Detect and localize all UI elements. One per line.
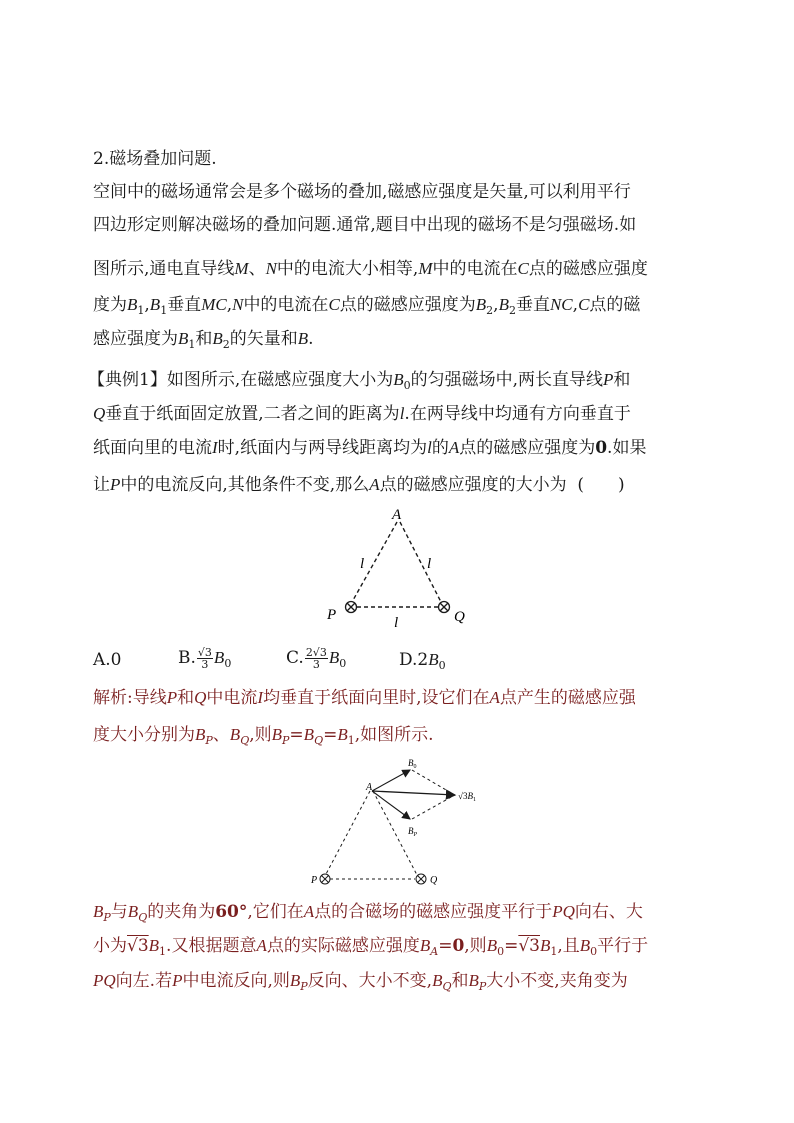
subscript: 1 bbox=[137, 304, 145, 317]
var-b: B bbox=[328, 648, 340, 667]
var-c: C bbox=[328, 295, 340, 314]
dashed-line-ap bbox=[325, 791, 370, 876]
text: 中电流 bbox=[206, 688, 258, 708]
text: 点的磁感应强度的大小为 bbox=[379, 475, 567, 495]
var-i: I bbox=[212, 438, 218, 457]
var-b: B bbox=[289, 971, 301, 990]
text: 图所示,通电直导线 bbox=[93, 259, 235, 279]
text: = bbox=[504, 936, 519, 956]
label-p: P bbox=[327, 607, 337, 623]
var-pq: PQ bbox=[552, 902, 575, 921]
text: 平行于 bbox=[597, 936, 649, 956]
var-b: B bbox=[213, 648, 225, 667]
paragraph-line-3 bbox=[93, 258, 648, 280]
var-b: B bbox=[432, 971, 443, 990]
label-a: A bbox=[392, 507, 402, 523]
var-l: l bbox=[399, 404, 405, 423]
var-b: B bbox=[337, 725, 348, 744]
label-a: A bbox=[366, 782, 373, 793]
var-b: B bbox=[475, 295, 487, 314]
text: 点的磁 bbox=[589, 295, 641, 315]
text: 向左.若 bbox=[115, 971, 173, 991]
wire-q-icon bbox=[416, 874, 426, 884]
text: 和 bbox=[195, 329, 213, 349]
var-b: B bbox=[127, 295, 138, 314]
example-line-2 bbox=[93, 403, 631, 425]
option-label: C. bbox=[286, 648, 304, 668]
text: 点的实际磁感应强度 bbox=[266, 936, 420, 956]
var-c: C bbox=[517, 259, 529, 278]
solution-line-4 bbox=[93, 935, 648, 963]
heading-text: 2.磁场叠加问题. bbox=[93, 149, 217, 169]
text: 点的合磁场的磁感应强度平行于 bbox=[314, 902, 553, 922]
text: 度为 bbox=[93, 295, 127, 315]
text: 点的磁感应强度 bbox=[528, 259, 648, 279]
label-q: Q bbox=[454, 609, 465, 625]
var-p: P bbox=[603, 370, 614, 389]
text: 四边形定则解决磁场的叠加问题.通常,题目中出现的磁场不是匀强磁场.如 bbox=[93, 215, 637, 235]
text: ,它们在 bbox=[247, 902, 304, 922]
text: 和 bbox=[613, 370, 631, 390]
var-q: Q bbox=[93, 404, 106, 423]
text: 与 bbox=[110, 902, 128, 922]
angle-value: 60° bbox=[215, 902, 248, 922]
text: 感应强度为 bbox=[93, 329, 178, 349]
text: 度大小分别为 bbox=[93, 725, 195, 745]
numerator: √3 bbox=[197, 646, 212, 659]
text: 、 bbox=[248, 259, 266, 279]
text: 让 bbox=[93, 475, 110, 495]
option-b bbox=[178, 643, 231, 679]
var-m: M bbox=[418, 259, 433, 278]
var-b: B bbox=[195, 725, 206, 744]
vector-bp bbox=[372, 791, 410, 819]
subscript: 0 bbox=[224, 657, 232, 670]
label-l-right: l bbox=[427, 556, 432, 572]
dashed-line-ap bbox=[352, 522, 397, 602]
denominator: 3 bbox=[201, 658, 209, 671]
subscript: 0 bbox=[497, 945, 505, 958]
value-zero: 0 bbox=[595, 438, 608, 458]
text: 反向、大小不变, bbox=[307, 971, 433, 991]
var-b: B bbox=[149, 295, 161, 314]
solution-line-2 bbox=[93, 724, 434, 752]
subscript: 2 bbox=[508, 304, 516, 317]
text: 小为 bbox=[93, 936, 127, 956]
option-c bbox=[286, 643, 346, 679]
subscript: 2 bbox=[222, 338, 230, 351]
subscript: 0 bbox=[438, 659, 446, 672]
var-p: P bbox=[110, 475, 121, 494]
var-b: B bbox=[178, 329, 189, 348]
numerator: 2√3 bbox=[305, 646, 327, 659]
text: 解析:导线 bbox=[93, 688, 167, 708]
var-b: B bbox=[419, 936, 431, 955]
vector-sqrt3-b1 bbox=[372, 791, 455, 795]
text: 中电流反向,则 bbox=[182, 971, 290, 991]
var-n: N bbox=[265, 259, 277, 278]
dashed-line-aq bbox=[400, 522, 441, 602]
subscript: 1 bbox=[160, 304, 168, 317]
text: 纸面向里的电流 bbox=[93, 438, 212, 458]
var-b: B bbox=[498, 295, 509, 314]
text: = bbox=[323, 725, 338, 745]
var-a: A bbox=[369, 475, 380, 494]
option-a-text: A.0 bbox=[93, 650, 122, 670]
text: 空间中的磁场通常会是多个磁场的叠加,磁感应强度是矢量,可以利用平行 bbox=[93, 182, 631, 202]
text: 点产生的磁感应强 bbox=[499, 688, 636, 708]
text: 均垂直于纸面向里时,设它们在 bbox=[263, 688, 490, 708]
text: . bbox=[308, 329, 314, 349]
label-bp: $B_P$ bbox=[408, 826, 418, 838]
label-sqrt3-b1: $√3B_1$ bbox=[458, 791, 476, 803]
figure-vector-diagram bbox=[300, 752, 500, 894]
subscript: Q bbox=[442, 980, 452, 993]
paragraph-line-2 bbox=[93, 214, 636, 236]
dashed-parallel-1 bbox=[412, 770, 453, 794]
subscript: 1 bbox=[347, 734, 355, 747]
text: 中的电流大小相等, bbox=[276, 259, 419, 279]
text: .又根据题意 bbox=[166, 936, 257, 956]
label-l-bottom: l bbox=[394, 615, 399, 631]
paragraph-line-4: 度为$B_1,B_1$垂直MC,N中的电流在C点的磁感应强度为$B_2,B_2$垂直NC,C点的磁 bbox=[93, 295, 641, 317]
text: 垂直于纸面固定放置,二者之间的距离为 bbox=[105, 404, 400, 424]
text: ,则 bbox=[464, 936, 487, 956]
text: 中的电流在 bbox=[432, 259, 518, 279]
text: 中的电流反向,其他条件不变,那么 bbox=[120, 475, 370, 495]
solution-line-3 bbox=[93, 901, 643, 929]
text: = bbox=[438, 936, 453, 956]
var-n: N bbox=[232, 295, 244, 314]
subscript: P bbox=[282, 734, 290, 747]
var-mc: MC bbox=[201, 295, 227, 314]
subscript: P bbox=[478, 980, 487, 993]
vector-b0 bbox=[372, 770, 410, 791]
example-line-3 bbox=[93, 437, 646, 459]
wire-p-icon bbox=[346, 602, 357, 613]
denominator: 3 bbox=[312, 658, 320, 671]
text: .在两导线中均通有方向垂直于 bbox=[404, 404, 631, 424]
text: 和 bbox=[451, 971, 469, 991]
text: ,且 bbox=[557, 936, 580, 956]
subscript: P bbox=[300, 980, 308, 993]
wire-q-icon bbox=[439, 602, 450, 613]
var-q: Q bbox=[194, 688, 207, 707]
fraction bbox=[197, 647, 213, 670]
var-c: C bbox=[578, 295, 590, 314]
var-p: P bbox=[172, 971, 183, 990]
text: 的矢量和 bbox=[229, 329, 298, 349]
text: 点的磁感应强度为 bbox=[459, 438, 596, 458]
sqrt-three: √3 bbox=[518, 936, 540, 956]
wire-p-icon bbox=[320, 874, 330, 884]
text: 的夹角为 bbox=[147, 902, 216, 922]
var-b: B bbox=[212, 329, 223, 348]
var-i: I bbox=[257, 688, 264, 707]
var-m: M bbox=[234, 259, 249, 278]
solution-line-5 bbox=[93, 970, 628, 998]
text: 时,纸面内与两导线距离均为 bbox=[217, 438, 428, 458]
text: .如果 bbox=[607, 438, 647, 458]
option-d bbox=[399, 649, 446, 677]
text: 、 bbox=[212, 725, 230, 745]
subscript: P bbox=[103, 911, 111, 924]
example-tag: 【典例1】 bbox=[88, 370, 167, 390]
subscript: 1 bbox=[188, 338, 196, 351]
example-line-4 bbox=[93, 474, 625, 496]
text: = bbox=[289, 725, 304, 745]
text: 和 bbox=[177, 688, 195, 708]
var-b: B bbox=[148, 936, 160, 955]
var-b: B bbox=[127, 902, 139, 921]
text: 向右、大 bbox=[574, 902, 643, 922]
sqrt-three: √3 bbox=[127, 936, 149, 956]
text: 如图所示,在磁感应强度大小为 bbox=[166, 370, 394, 390]
label-p: P bbox=[311, 875, 318, 886]
subscript: 2 bbox=[486, 304, 494, 317]
text: 中的电流在 bbox=[243, 295, 329, 315]
subscript: 1 bbox=[550, 945, 558, 958]
subscript: Q bbox=[138, 911, 148, 924]
var-b: B bbox=[539, 936, 551, 955]
dashed-parallel-2 bbox=[412, 796, 453, 819]
subscript: 1 bbox=[159, 945, 167, 958]
subscript: A bbox=[430, 945, 439, 958]
var-pq: PQ bbox=[93, 971, 116, 990]
label-q: Q bbox=[430, 875, 438, 886]
figure-triangle bbox=[320, 500, 480, 635]
var-a: A bbox=[303, 902, 315, 921]
section-heading bbox=[93, 148, 217, 170]
var-a: A bbox=[256, 936, 267, 955]
option-label: D.2 bbox=[399, 650, 429, 670]
text: 的匀强磁场中,两长直导线 bbox=[410, 370, 604, 390]
subscript: 0 bbox=[590, 945, 598, 958]
subscript: 0 bbox=[403, 379, 411, 392]
var-b: B bbox=[297, 329, 309, 348]
var-a: A bbox=[489, 688, 500, 707]
text: ,如图所示. bbox=[354, 725, 434, 745]
text: 大小不变,夹角变为 bbox=[486, 971, 628, 991]
var-b: B bbox=[486, 936, 498, 955]
subscript: Q bbox=[240, 734, 250, 747]
value-zero: 0 bbox=[452, 936, 465, 956]
example-line-1 bbox=[88, 369, 630, 397]
text: 垂直 bbox=[167, 295, 202, 315]
answer-blank: ( ) bbox=[577, 475, 625, 495]
subscript: P bbox=[205, 734, 213, 747]
solution-line-1 bbox=[93, 687, 636, 709]
label-b0: $B_0$ bbox=[408, 758, 417, 770]
var-b: B bbox=[428, 650, 439, 669]
subscript: 0 bbox=[339, 657, 347, 670]
var-b: B bbox=[229, 725, 241, 744]
paragraph-line-5 bbox=[93, 328, 314, 356]
var-b: B bbox=[468, 971, 479, 990]
option-a bbox=[93, 649, 122, 671]
text: ,则 bbox=[249, 725, 272, 745]
paragraph-line-1 bbox=[93, 181, 631, 203]
var-p: P bbox=[166, 688, 178, 707]
subscript: Q bbox=[314, 734, 324, 747]
text: 垂直 bbox=[515, 295, 550, 315]
var-nc: NC bbox=[549, 295, 573, 314]
var-b: B bbox=[93, 902, 104, 921]
var-l: l bbox=[427, 438, 432, 457]
var-b: B bbox=[271, 725, 283, 744]
option-label: B. bbox=[178, 648, 196, 668]
var-b: B bbox=[579, 936, 591, 955]
var-b: B bbox=[303, 725, 315, 744]
text: 的 bbox=[431, 438, 449, 458]
var-a: A bbox=[448, 438, 460, 457]
var-b: B bbox=[393, 370, 404, 389]
fraction bbox=[305, 647, 328, 670]
label-l-left: l bbox=[360, 556, 365, 572]
text: 点的磁感应强度为 bbox=[339, 295, 476, 315]
